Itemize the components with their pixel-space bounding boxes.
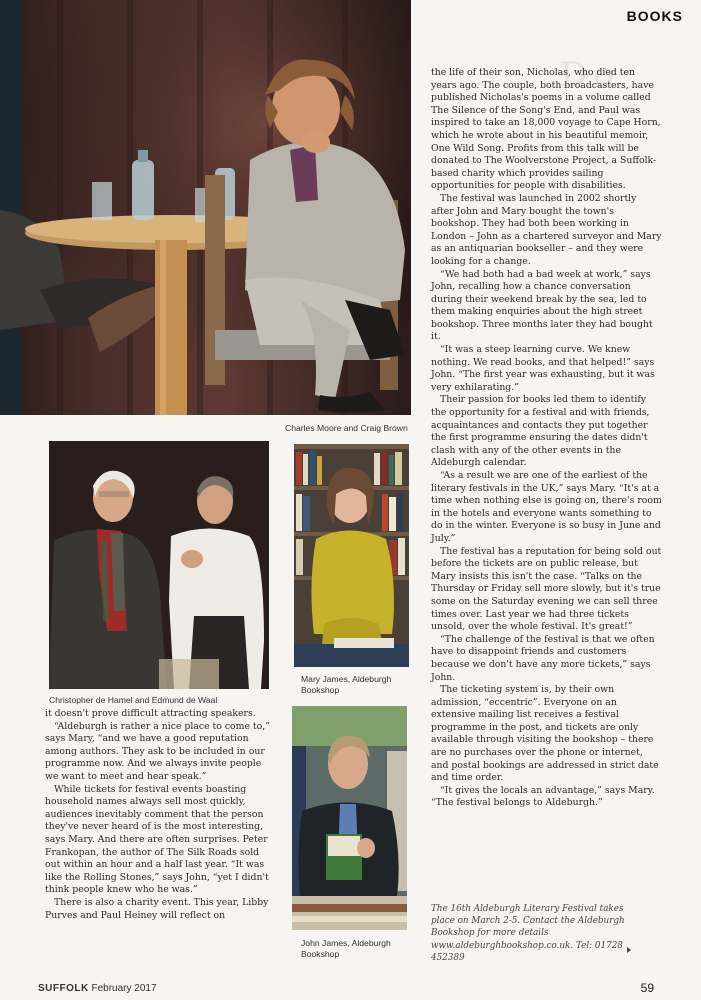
section-label: BOOKS <box>626 8 683 24</box>
mary-photo <box>294 444 409 667</box>
mary-caption-text: Mary James, Aldeburgh Bookshop <box>301 674 392 695</box>
paragraph: “Aldeburgh is rather a nice place to come to,” says Mary, “and we have a good reputation among authors. They ask to be included in our programme now. And we always invite people we want to meet and hear speak.” <box>45 720 270 782</box>
paragraph: “It was a steep learning curve. We knew nothing. We read books, and that helped!” says John. “The first year was exhausting, but it was very exhilarating.” <box>431 344 655 393</box>
event-info-text: The 16th Aldeburgh Literary Festival takes place on March 2-5. Contact the Aldeburgh Bookshop for more details www.aldeburghbookshop.co.uk. Tel: 01728 452389 <box>431 904 625 963</box>
footer <box>38 983 157 994</box>
end-marker-icon <box>627 947 631 953</box>
main-photo-caption: Charles Moore and Craig Brown <box>285 423 408 433</box>
john-caption-text: John James, Aldeburgh Bookshop <box>301 938 391 959</box>
paragraph: “It gives the locals an advantage,” says Mary. “The festival belongs to Aldeburgh.” <box>431 784 655 809</box>
paragraph: There is also a charity event. This year, Libby Purves and Paul Heiney will reflect on <box>45 896 269 921</box>
paragraph: Their passion for books led them to identify the opportunity for a festival and with friends, acquaintances and contacts they put together the first programme ensuring the dates didn't clash with any of the other events in the Aldeburgh calendar. <box>431 394 650 469</box>
paragraph: While tickets for festival events boasting household names always sell most quickly, audiences inevitably comment that the person they've never heard of is the most interesting, says Mary. And there are often surprises. Peter Frankopan, the author of The Silk Roads sold out within an hour and a half last year. “It was like the Rolling Stones,” says John, “yet I didn't think people knew who he was.” <box>45 783 269 896</box>
paragraph: The festival was launched in 2002 shortly after John and Mary bought the town's bookshop. They had both been working in London – John as a chartered surveyor and Mary as an antiquarian bookseller – and they were looking for a change. <box>431 192 662 267</box>
john-photo <box>292 706 407 930</box>
paragraph: “We had both had a bad week at work,” says John, recalling how a chance conversation during their weekend break by the sea, led to them making enquiries about the high street bookshop. Three months later they had bought it. <box>431 268 653 343</box>
pull-quote-watermark: Do <box>560 55 620 95</box>
right-text-column <box>431 67 662 810</box>
speakers-photo-caption: Christopher de Hamel and Edmund de Waal <box>49 695 218 705</box>
paragraph: The ticketing system is, by their own admission, “eccentric”. Everyone on an extensive mailing list receives a festival programme in the post, and tickets are only available through visiting the bookshop – there are no purchases over the phone or internet, and postal bookings are addressed in strict date and time order. <box>431 684 659 784</box>
paragraph: it doesn't prove difficult attracting speakers. <box>45 708 256 719</box>
mary-photo-caption <box>301 674 411 696</box>
issue-date: February 2017 <box>91 983 157 994</box>
john-photo-caption <box>301 938 411 960</box>
paragraph: “The challenge of the festival is that we often have to disappoint friends and customers because we don't have any more tickets,” says John. <box>431 633 655 683</box>
page-number: 59 <box>640 981 654 995</box>
speakers-photo <box>49 441 269 689</box>
left-text-column <box>45 708 271 922</box>
paragraph: The festival has a reputation for being sold out before the tickets are on public release, but Mary insists this isn't the case. “Talks on the Thursday or Friday sell more slowly, but it's true some on the Saturday evening we can sell three times over. Last year we had three tickets unsold, over the whole festival. It's great!” <box>431 545 662 633</box>
paragraph: “As a result we are one of the earliest of the literary festivals in the UK,” says Mary. “It's at a time when nothing else is going on, there's room in the hotels and everyone wants something to do in the winter. Everyone is so busy in June and July.” <box>431 470 662 544</box>
paragraph: the life of their son, Nicholas, who died ten years ago. The couple, both broadcasters, have published Nicholas's poems in a volume called The Silence of the Song's End, and Paul was inspired to take an 18,000 voyage to Cape Horn, which he wrote about in his beautiful memoir, One Wild Song. Profits from this talk will be donated to The Woolverstone Project, a Suffolk-based charity which provides sailing opportunities for people with disabilities. <box>431 67 661 192</box>
magazine-brand: SUFFOLK <box>38 983 89 994</box>
main-photo <box>0 0 411 415</box>
event-info-box <box>431 903 631 964</box>
